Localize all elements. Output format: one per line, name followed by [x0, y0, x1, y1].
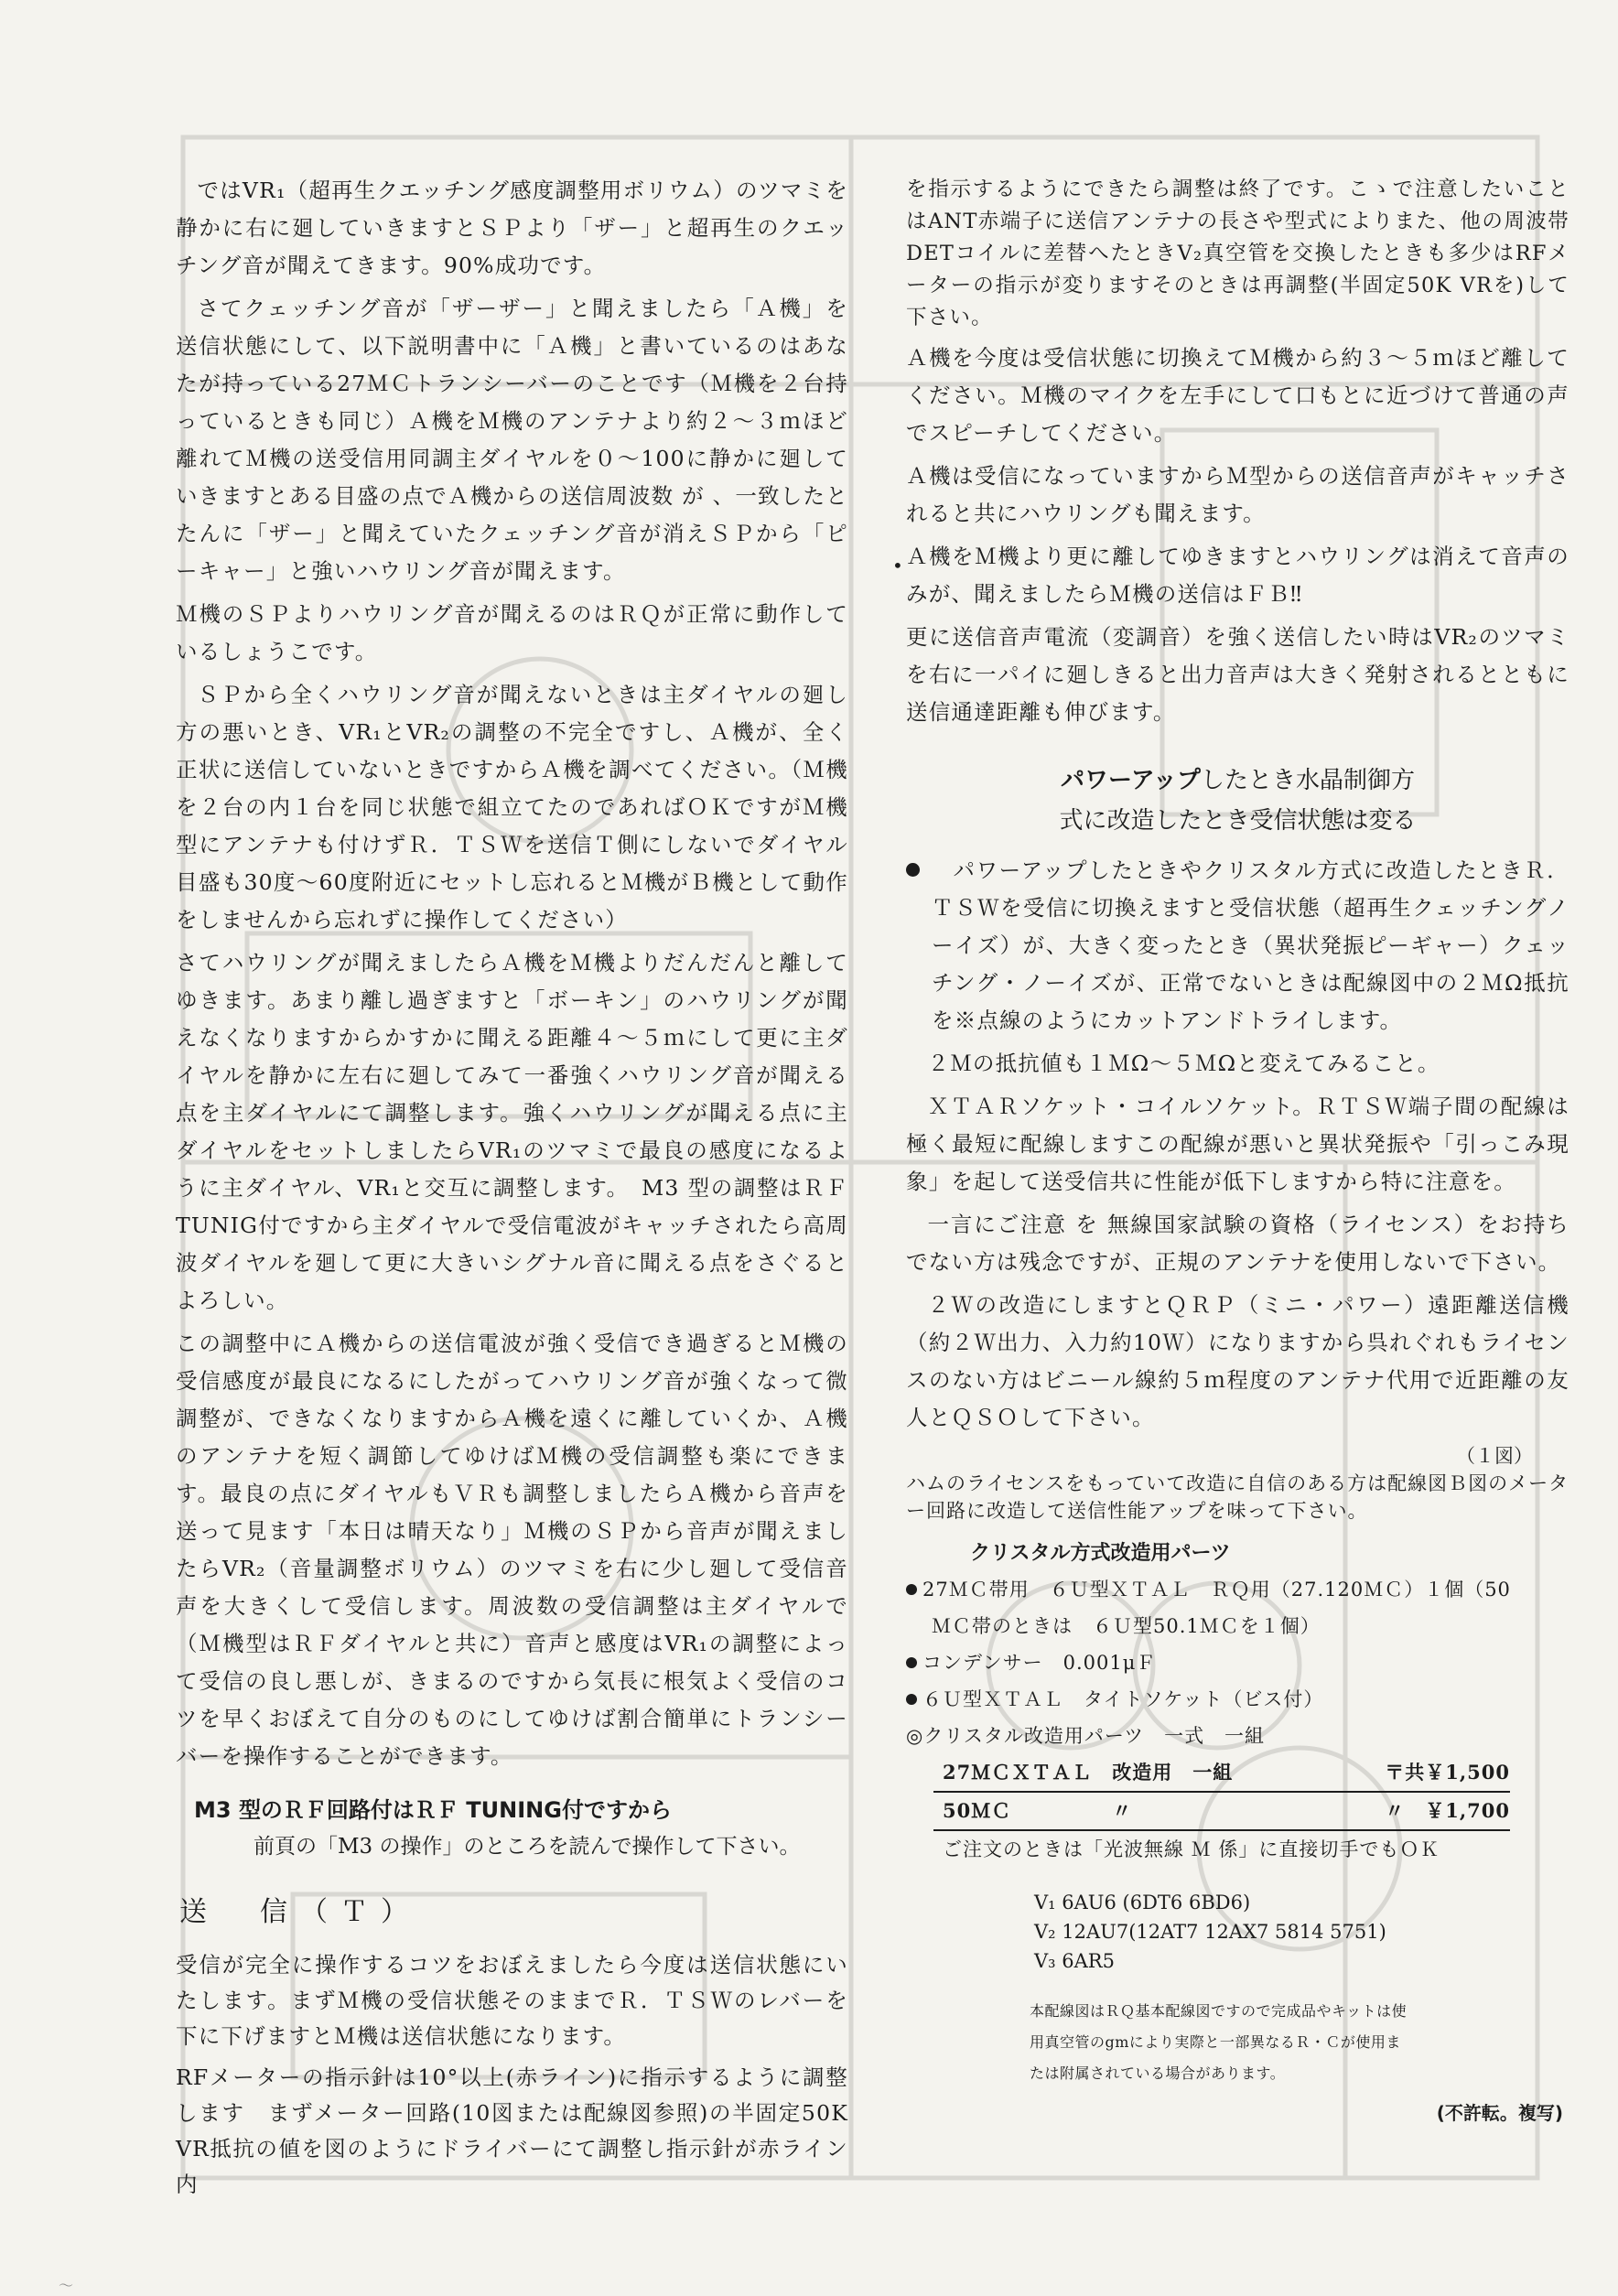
order-note: ご注文のときは「光波無線 Ｍ 係」に直接切手でもＯＫ — [943, 1838, 1440, 1860]
list-item-continuation: ＭＣ帯のときは ６Ｕ型50.1ＭＣを１個） — [932, 1615, 1321, 1637]
rf-subtext: 前頁の「M3 の操作」のところを読んで操作して下さい。 — [253, 1835, 801, 1859]
price-value: 〒共￥1,500 — [1385, 1761, 1510, 1784]
paragraph: を指示するようにできたら調整は終了です。こゝで注意したいことはANT赤端子に送信アンテナの長さや型式によりまた、他の周波帯DETコイルに差替へたときV₂真空管を交換したときも多少はRFメーターの指示が変りますそのときは再調整(半固定50K VRを)して下さい。 — [906, 178, 1569, 329]
bullet-icon — [906, 1657, 917, 1668]
paragraph: 受信が完全に操作するコツをおぼえましたら今度は送信状態にいたします。まずＭ機の受信状態そのままでＲ．ＴＳＷのレバーを下に下げますとＭ機は送信状態になります。 — [176, 1952, 848, 2049]
ham-license-note: ハムのライセンスをもっていて改造に自信のある方は配線図Ｂ図のメーター回路に改造して送信性能アップを味って下さい。 — [906, 1472, 1569, 1522]
rf-heading: M3 型のＲＦ回路付はＲＦ TUNING付ですから — [194, 1797, 672, 1823]
parts-list — [906, 1571, 1569, 1868]
paragraph: Ａ機を今度は受信状態に切換えてＭ機から約３～５ｍほど離してください。Ｍ機のマイクを左手にして口もとに近づけて普通の声でスピーチしてください。 — [906, 345, 1569, 446]
price-row — [943, 1754, 1510, 1791]
paragraph: ＸＴＡＲソケット・コイルソケット。ＲＴＳＷ端子間の配線は極く最短に配線しますこの配線が悪いと異状発振や「引っこみ現象」を起して送受信共に性能が低下しますから特に注意を。 — [906, 1094, 1569, 1194]
bullet-icon — [906, 863, 920, 877]
tube-list — [1034, 1888, 1569, 1976]
right-column — [906, 174, 1569, 2089]
power-up-heading-line2: 式に改造したとき受信状態は変る — [1059, 807, 1417, 835]
paragraph: ＳＰから全くハウリング音が聞えないときは主ダイヤルの廻し方の悪いとき、VR₁とVR₂の調整の不完全ですし、Ａ機が、全く正状に送信していないときですからＡ機を調べてください。（Ｍ機を２台の内１台を同じ状態で組立てたのであればＯＫですがＭ機型にアンテナも付けずＲ．ＴＳＷを送信Ｔ側にしないでダイヤル目盛も30度～60度附近にセットし忘れるとＭ機がＢ機として動作をしませんから忘れずに操作してください） — [176, 682, 848, 932]
paragraph: Ａ機は受信になっていますからＭ型からの送信音声がキャッチされると共にハウリングも聞えます。 — [906, 463, 1569, 526]
paragraph: パワーアップしたときやクリスタル方式に改造したときＲ．ＴＳＷを受信に切換えますと受信状態（超再生クェッチングノーイズ）が、大きく変ったとき（異状発振ピーギャー）クェッチング・ノーイズが、正常でないときは配線図中の２ＭΩ抵抗を※点線のようにカットアンドトライします。 — [932, 857, 1569, 1033]
list-item: コンデンサー 0.001μＦ — [906, 1644, 1569, 1681]
paragraph: ２Ｗの改造にしますとＱＲＰ（ミニ・パワー）遠距離送信機（約２Ｗ出力、入力約10Ｗ）になりますから呉れぐれもライセンスのない方はビニール線約５ｍ程度のアンテナ代用で近距離の友人とＱＳＯして下さい。 — [906, 1292, 1569, 1430]
copyright-note: (不許転。複写) — [1436, 2102, 1563, 2124]
paragraph: Ｍ機のＳＰよりハウリング音が聞えるのはＲＱが正常に動作しているしょうこです。 — [176, 601, 848, 664]
list-item: ◎クリスタル改造用パーツ 一式 一組 — [906, 1725, 1266, 1747]
page-mark: ～ — [59, 2277, 74, 2294]
paragraph: この調整中にＡ機からの送信電波が強く受信でき過ぎるとＭ機の受信感度が最良になるにしたがってハウリング音が強くなって微調整が、できなくなりますからＡ機を遠くに離していくか、Ａ機のアンテナを短く調節してゆけばＭ機の受信調整も楽にできます。最良の点にダイヤルもＶＲも調整しましたらＡ機から音声を送って見ます「本日は晴天なり」Ｍ機のＳＰから音声が聞えましたらVR₂（音量調整ボリウム）のツマミを右に少し廻して受信音声を大きくして受信します。周波数の受信調整は主ダイヤルで（Ｍ機型はＲＦダイヤルと共に）音声と感度はVR₁の調整によって受信の良し悪しが、きまるのですから気長に根気よく受信のコツを早くおぼえて自分のものにしてゆけば割合簡単にトランシーバーを操作することができます。 — [176, 1331, 848, 1769]
price-label: 50ＭＣ 〃 — [943, 1799, 1133, 1822]
bullet-icon — [906, 1694, 917, 1705]
paragraph: さてクェッチング音が「ザーザー」と聞えましたら「Ａ機」を送信状態にして、以下説明書中に「Ａ機」と書いているのはあなたが持っている27ＭＣトランシーバーのことです（Ｍ機を２台持っているときも同じ）Ａ機をＭ機のアンテナより約２～３ｍほど離れてＭ機の送受信用同調主ダイヤルを０～100に静かに廻していきますとある目盛の点でＡ機からの送信周波数 が 、一致したとたんに「ザー」と聞えていたクェッチング音が消えＳＰから「ピーキャー」と強いハウリング音が聞えます。 — [176, 296, 848, 584]
list-item: ６Ｕ型ＸＴＡＬ タイトソケット（ビス付） — [906, 1681, 1569, 1718]
price-label: 27ＭＣＸＴＡＬ 改造用 一組 — [943, 1761, 1234, 1784]
list-item: 27ＭＣ帯用 ６Ｕ型ＸＴＡＬ ＲＱ用（27.120ＭＣ）１個（50 — [906, 1571, 1569, 1608]
paragraph: Ａ機をＭ機より更に離してゆきますとハウリングは消えて音声のみが、聞えましたらＭ機の送信はＦＢ‼ — [906, 544, 1569, 607]
bullet-icon — [906, 1584, 917, 1595]
send-heading: 送 信（Ｔ） — [179, 1896, 421, 1928]
paragraph: さてハウリングが聞えましたらＡ機をＭ機よりだんだんと離してゆきます。あまり離し過ぎますと「ボーキン」のハウリングが聞えなくなりますからかすかに聞える距離４～５ｍにして更に主ダイヤルを静かに左右に廻してみて一番強くハウリング音が聞える点を主ダイヤルにて調整します。強くハウリングが聞える点に主ダイヤルをセットしましたらVR₁のツマミで最良の感度になるように主ダイヤル、VR₁と交互に調整します。 M3 型の調整はＲＦ TUNIG付ですから主ダイヤルで受信電波がキャッチされたら高周波ダイヤルを廻して更に大きいシグナル音に聞える点をさぐるとよろしい。 — [176, 950, 848, 1313]
paragraph: RFメーターの指示針は10°以上(赤ライン)に指示するように調整します まずメーター回路(10図または配線図参照)の半固定50K VR抵抗の値を図のようにドライバーにて調整し指示針が赤ライン内 — [176, 2064, 871, 2197]
tube-item: V₁ 6AU6 (6DT6 6BD6) — [1034, 1892, 1251, 1913]
paragraph: 一言にご注意 を 無線国家試験の資格（ライセンス）をお持ちでない方は残念ですが、正規のアンテナを使用しないで下さい。 — [906, 1212, 1569, 1275]
paragraph: ２Ｍの抵抗値も１ＭΩ～５ＭΩと変えてみること。 — [927, 1051, 1440, 1076]
power-up-heading-bold: パワーアップ — [1061, 767, 1201, 794]
wiring-note: 本配線図はＲＱ基本配線図ですので完成品やキットは使用真空管のgmにより実際と一部異なるＲ・Ｃが使用または附属されている場合があります。 — [1030, 2002, 1408, 2082]
margin-mark: • — [892, 555, 903, 577]
bullet-paragraph — [906, 852, 1569, 1040]
paragraph: ではVR₁（超再生クエッチング感度調整用ボリウム）のツマミを静かに右に廻していきますとＳＰより「ザー」と超再生のクエッチング音が聞えてきます。90%成功です。 — [176, 178, 848, 278]
tube-item: V₃ 6AR5 — [1034, 1950, 1115, 1972]
tube-item: V₂ 12AU7(12AT7 12AX7 5814 5751) — [1034, 1921, 1386, 1943]
power-up-heading-rest: したとき水晶制御方 — [1200, 767, 1415, 794]
parts-title: クリスタル方式改造用パーツ — [970, 1542, 1231, 1565]
price-row — [943, 1793, 1510, 1829]
figure-label: （１図） — [1456, 1445, 1533, 1467]
power-up-heading — [906, 760, 1569, 841]
left-column — [176, 172, 871, 2208]
price-value: 〃 ￥1,700 — [1385, 1799, 1510, 1822]
paragraph: 更に送信音声電流（変調音）を強く送信したい時はVR₂のツマミを右に一パイに廻しきると出力音声は大きく発射されるとともに送信通達距離も伸びます。 — [906, 624, 1569, 725]
